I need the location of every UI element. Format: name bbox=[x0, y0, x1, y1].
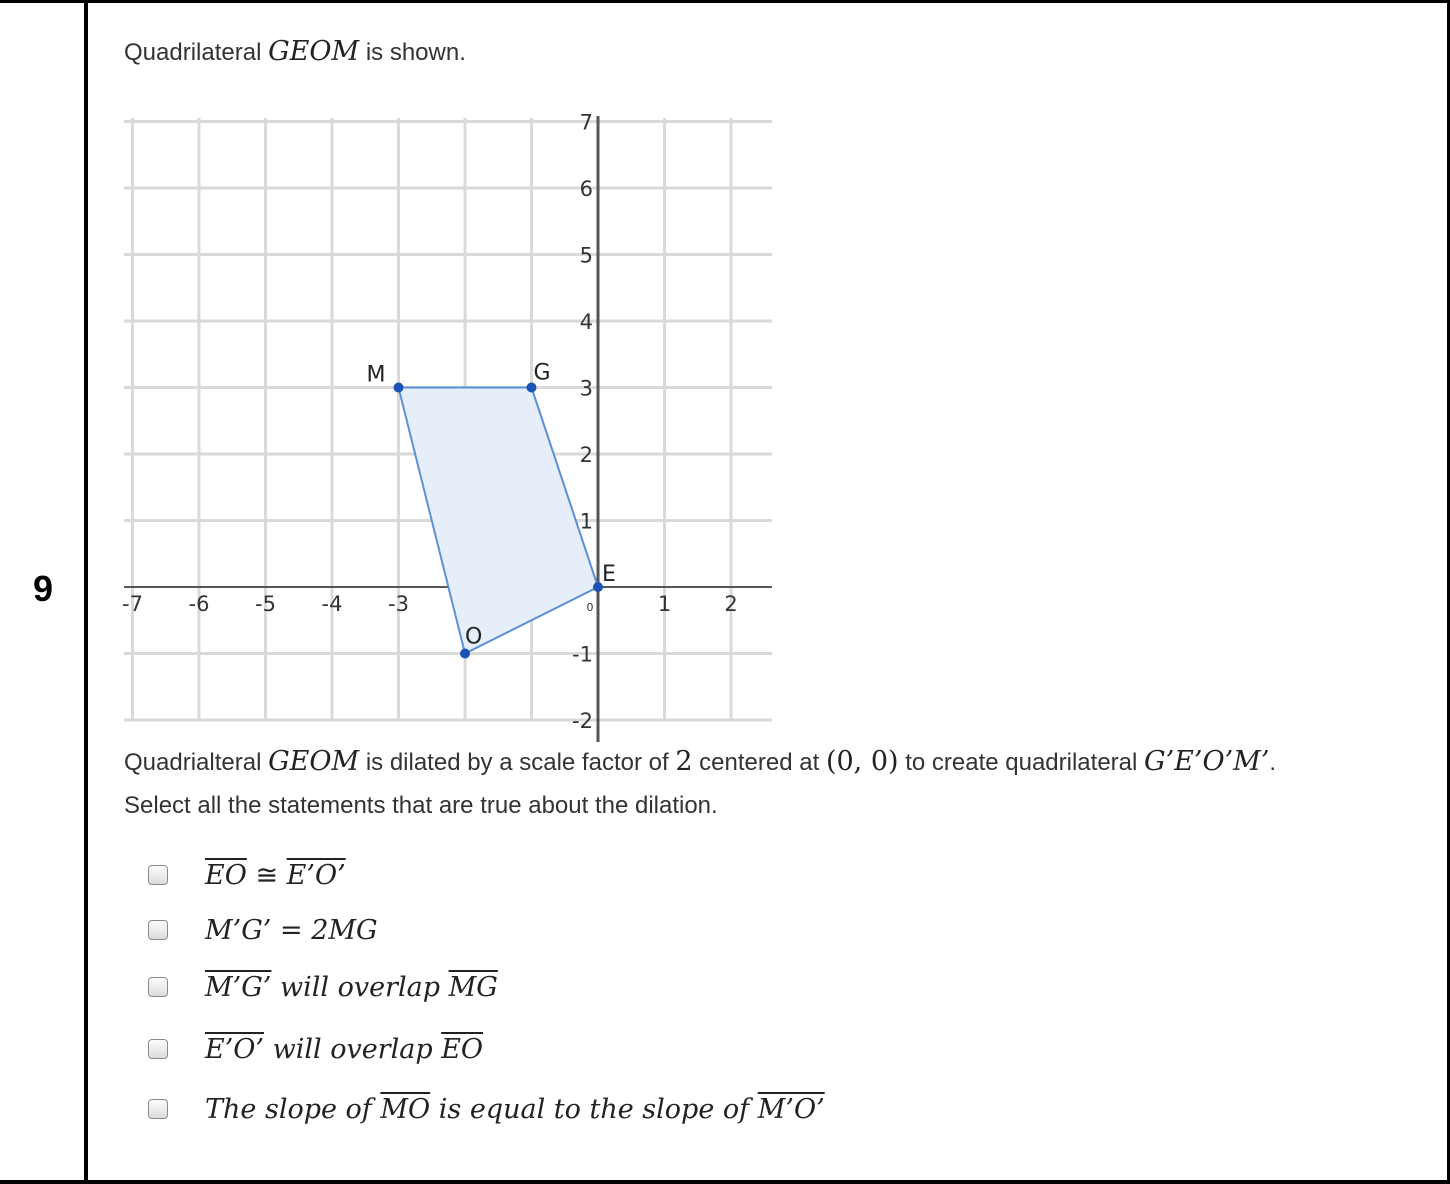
intro-prefix: Quadrilateral bbox=[124, 39, 262, 66]
y-tick-label: 5 bbox=[579, 243, 593, 268]
y-tick-label: 2 bbox=[579, 443, 593, 467]
y-tick-label: -1 bbox=[572, 642, 593, 667]
y-tick-label: 4 bbox=[579, 310, 593, 334]
x-tick-label: 1 bbox=[657, 592, 672, 616]
option-5-label: The slope of $\overline{MO}$ is equal to the slope of M’O’ bbox=[205, 1093, 825, 1125]
prompt-shape: GEOM bbox=[268, 746, 360, 777]
prompt-period: . bbox=[1269, 749, 1277, 776]
prompt-image-shape: G’E’O’M’ bbox=[1144, 746, 1270, 777]
y-tick-label: 6 bbox=[579, 177, 593, 201]
prompt-scale: 2 bbox=[675, 746, 693, 777]
option-2[interactable] bbox=[148, 913, 378, 947]
vertex-point-O bbox=[460, 649, 470, 659]
vertex-label-G: G bbox=[533, 360, 551, 386]
y-tick-label: 3 bbox=[579, 376, 593, 401]
x-tick-label: 2 bbox=[724, 592, 738, 616]
prompt-part1: Quadrialteral bbox=[124, 749, 262, 776]
option-3-label: M’G’ will overlap $\overline{MG}$ bbox=[205, 971, 498, 1003]
vertex-point-M bbox=[394, 383, 404, 393]
option-1-label: $\overline{EO}$ ≅ E’O’ bbox=[205, 859, 346, 891]
option-4[interactable] bbox=[148, 1032, 483, 1066]
vertex-label-O: O bbox=[465, 624, 483, 650]
x-tick-label: -3 bbox=[388, 592, 409, 616]
intro-text bbox=[124, 36, 466, 67]
option-2-label: M’G’ = 2MG bbox=[205, 914, 378, 946]
question-number: 9 bbox=[32, 568, 54, 609]
option-1[interactable] bbox=[148, 858, 346, 892]
prompt-center: (0, 0) bbox=[825, 746, 899, 777]
prompt-part2: is dilated by a scale factor of bbox=[365, 749, 669, 776]
y-tick-label: 7 bbox=[579, 110, 593, 135]
prompt-part3: centered at bbox=[699, 749, 820, 776]
option-3-checkbox[interactable] bbox=[148, 977, 168, 997]
x-tick-label: 0 bbox=[586, 601, 594, 614]
y-tick-label: -2 bbox=[572, 709, 593, 733]
x-tick-label: -5 bbox=[255, 592, 276, 616]
option-4-label: E’O’ will overlap $\overline{EO}$ bbox=[205, 1033, 484, 1065]
x-tick-label: -4 bbox=[321, 592, 343, 616]
prompt-part4: to create quadrilateral bbox=[905, 749, 1138, 776]
option-5-checkbox[interactable] bbox=[148, 1099, 168, 1119]
y-tick-label: 1 bbox=[579, 509, 593, 534]
x-tick-label: -7 bbox=[122, 592, 143, 616]
vertex-label-E: E bbox=[602, 562, 616, 587]
option-2-checkbox[interactable] bbox=[148, 920, 168, 940]
prompt-line2: Select all the statements that are true about the dilation. bbox=[124, 792, 718, 819]
x-tick-label: -6 bbox=[188, 592, 210, 616]
option-3[interactable] bbox=[148, 970, 498, 1004]
option-1-checkbox[interactable] bbox=[148, 865, 168, 885]
option-4-checkbox[interactable] bbox=[148, 1039, 168, 1059]
prompt-line1 bbox=[124, 746, 1276, 777]
intro-shape: GEOM bbox=[268, 36, 360, 67]
column-divider bbox=[84, 0, 88, 1184]
intro-suffix: is shown. bbox=[365, 39, 466, 66]
vertex-label-M: M bbox=[366, 362, 386, 388]
option-5[interactable] bbox=[148, 1092, 825, 1126]
coordinate-graph bbox=[118, 104, 778, 744]
